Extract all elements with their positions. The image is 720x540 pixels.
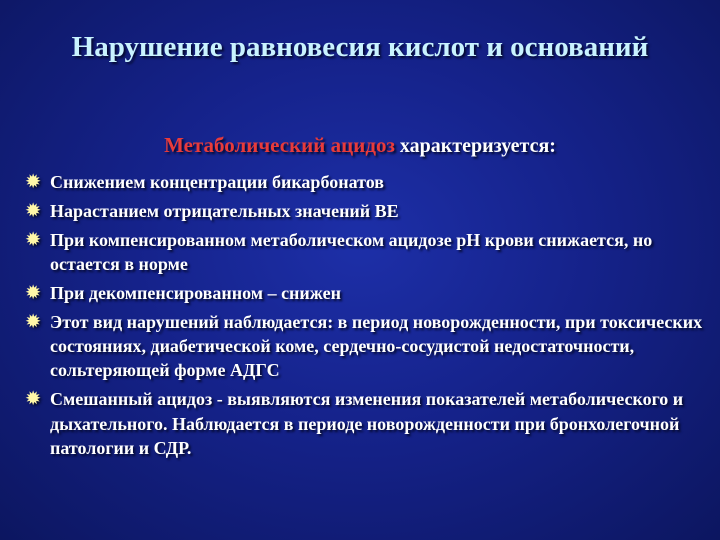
sparkle-icon: ✹ [26,229,41,249]
sparkle-icon: ✹ [26,311,41,331]
sparkle-icon: ✹ [26,172,41,191]
sparkle-icon: ✹ [26,389,41,409]
slide-subtitle [0,133,720,158]
slide-title: Нарушение равновесия кислот и оснований [71,31,649,63]
bullet-text: Нарастанием отрицательных значений BE [50,200,399,221]
bullet-item [26,387,708,460]
bullet-item [26,170,708,194]
bullet-list [26,170,708,465]
bullet-text: Этот вид нарушений наблюдается: в период новорожденности, при токсических состояниях, диабетической коме, сердечно-сосудистой недостаточности, сольтеряющей форме АДГС [50,311,703,381]
bullet-text: При компенсированном метаболическом ацидозе pH крови снижается, но остается в норме [50,229,653,274]
bullet-text: При декомпенсированном – снижен [50,282,341,303]
bullet-item [26,310,708,383]
bullet-text: Смешанный ацидоз - выявляются изменения показателей метаболического и дыхательного. Наблюдается в периоде новорожденности при бронхолегочной патологии и СДР. [50,389,684,459]
bullet-item [26,281,708,305]
sparkle-icon: ✹ [26,282,41,302]
bullet-item [26,228,708,277]
subtitle-text: характеризуется: [394,135,556,157]
sparkle-icon: ✹ [26,200,41,220]
subtitle-highlight: Метаболический ацидоз [164,133,395,157]
bullet-text: Снижением концентрации бикарбонатов [50,172,384,192]
bullet-item [26,199,708,223]
